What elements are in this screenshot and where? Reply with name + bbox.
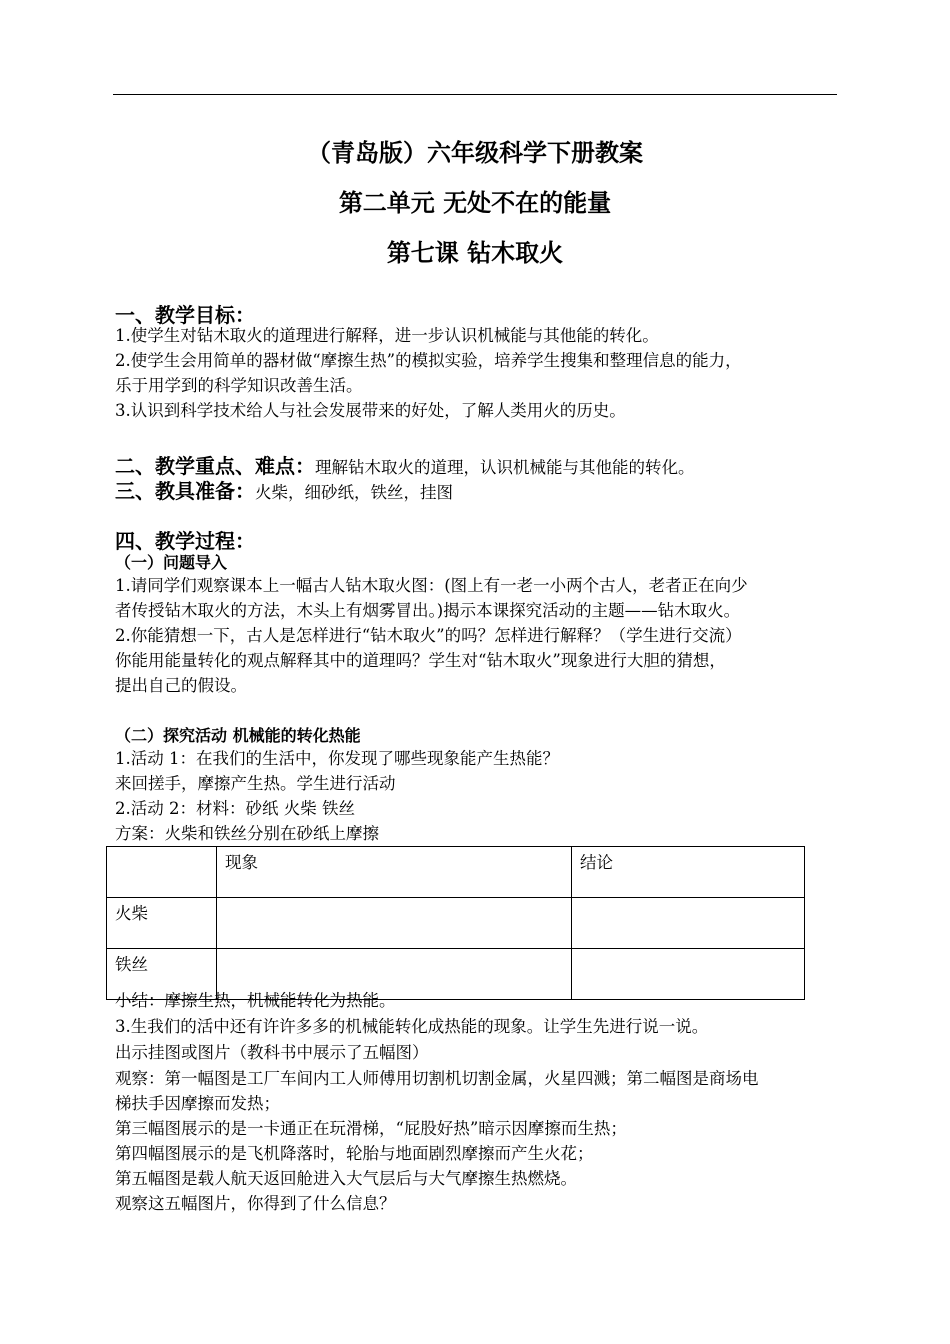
part1-line: 你能用能量转化的观点解释其中的道理吗？学生对“钻木取火”现象进行大胆的猜想， — [115, 651, 726, 670]
materials-text: 火柴，细砂纸，铁丝，挂图 — [255, 483, 453, 502]
materials-row — [115, 475, 453, 504]
after-line: 观察这五幅图片，你得到了什么信息？ — [115, 1194, 396, 1213]
after-line: 梯扶手因摩擦而发热； — [115, 1094, 280, 1113]
part2-line: 1.活动 1：在我们的生活中，你发现了哪些现象能产生热能？ — [115, 749, 559, 768]
goal-line: 乐于用学到的科学知识改善生活。 — [115, 376, 363, 395]
after-line: 第四幅图展示的是飞机降落时，轮胎与地面剧烈摩擦而产生火花； — [115, 1144, 594, 1163]
after-line: 第五幅图是载人航天返回舱进入大气层后与大气摩擦生热燃烧。 — [115, 1169, 577, 1188]
goal-line: 1.使学生对钻木取火的道理进行解释，进一步认识机械能与其他能的转化。 — [115, 326, 659, 345]
part1-line: 2.你能猜想一下，古人是怎样进行“钻木取火”的吗？怎样进行解释？（学生进行交流） — [115, 626, 742, 645]
part1-line: 者传授钻木取火的方法，木头上有烟雾冒出。)揭示本课探究活动的主题——钻木取火。 — [115, 601, 741, 620]
part2-line: 2.活动 2：材料：砂纸 火柴 铁丝 — [115, 799, 355, 818]
table-cell: 铁丝 — [107, 949, 217, 1000]
part1-line: 1.请同学们观察课本上一幅古人钻木取火图：(图上有一老一小两个古人，老者正在向少 — [115, 576, 748, 595]
header-rule — [113, 94, 837, 95]
table-header-cell — [107, 847, 217, 898]
materials-heading: 三、教具准备： — [115, 479, 255, 503]
goal-line: 3.认识到科学技术给人与社会发展带来的好处，了解人类用火的历史。 — [115, 401, 626, 420]
after-line: 小结：摩擦生热，机械能转化为热能。 — [115, 991, 396, 1010]
unit-title: 第二单元 无处不在的能量 — [338, 189, 612, 217]
experiment-table — [106, 846, 805, 1000]
part1-heading: （一）问题导入 — [115, 553, 228, 572]
table-header-cell: 现象 — [217, 847, 572, 898]
doc-title: （青岛版）六年级科学下册教案 — [307, 139, 643, 167]
part2-line: 方案：火柴和铁丝分别在砂纸上摩擦 — [115, 824, 379, 843]
table-cell — [572, 949, 805, 1000]
table-cell — [217, 898, 572, 949]
goal-line: 2.使学生会用简单的器材做“摩擦生热”的模拟实验，培养学生搜集和整理信息的能力， — [115, 351, 742, 370]
lesson-title: 第七课 钻木取火 — [386, 239, 564, 267]
key-points-heading: 二、教学重点、难点： — [115, 454, 315, 478]
after-line: 3.生我们的活中还有许许多多的机械能转化成热能的现象。让学生先进行说一说。 — [115, 1017, 709, 1036]
goals-heading: 一、教学目标： — [115, 303, 255, 327]
table-cell: 火柴 — [107, 898, 217, 949]
table-header-cell: 结论 — [572, 847, 805, 898]
after-line: 出示挂图或图片（教科书中展示了五幅图） — [115, 1043, 429, 1062]
part2-line: 来回搓手，摩擦产生热。学生进行活动 — [115, 774, 396, 793]
table-row — [107, 898, 805, 949]
table-header-row — [107, 847, 805, 898]
process-heading: 四、教学过程： — [115, 529, 255, 553]
after-line: 观察：第一幅图是工厂车间内工人师傅用切割机切割金属，火星四溅；第二幅图是商场电 — [115, 1069, 759, 1088]
part1-line: 提出自己的假设。 — [115, 676, 247, 695]
after-line: 第三幅图展示的是一卡通正在玩滑梯，“屁股好热”暗示因摩擦而生热； — [115, 1119, 627, 1138]
table-cell — [572, 898, 805, 949]
key-points-text: 理解钻木取火的道理，认识机械能与其他能的转化。 — [315, 458, 695, 477]
part2-heading: （二）探究活动 机械能的转化热能 — [115, 726, 361, 745]
